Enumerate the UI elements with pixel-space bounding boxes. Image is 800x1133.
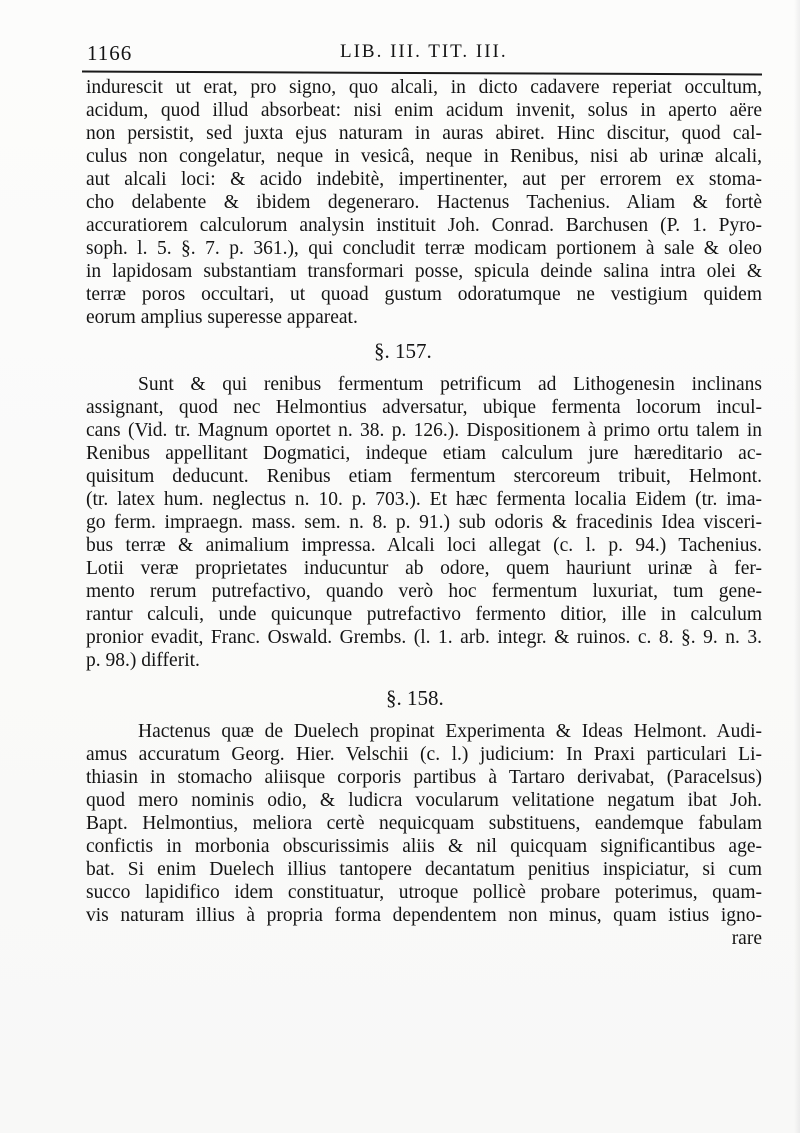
text-line: p. 98.) differit. <box>86 650 200 671</box>
section-heading-158: §. 158. <box>386 686 444 710</box>
page-number: 1166 <box>87 41 133 65</box>
text-line: accuratiorem calculorum analysin instituit Joh. Conrad. Barchusen (P. 1. Pyro- <box>86 215 762 236</box>
text-line: go ferm. impraegn. mass. sem. n. 8. p. 91.) sub odoris & fracedinis Idea visceri- <box>86 512 762 533</box>
text-line: terræ poros occultari, ut quoad gustum odoratumque ne vestigium quidem <box>86 284 762 305</box>
text-line: vis naturam illius à propria forma dependentem non minus, quam istius igno- <box>86 905 762 926</box>
text-line: cans (Vid. tr. Magnum oportet n. 38. p. 126.). Dispositionem à primo ortu talem in <box>86 420 762 441</box>
page-body <box>86 76 762 950</box>
text-line: succo lapidifico idem constituatur, utroque pollicè probare poterimus, quam- <box>86 882 762 903</box>
text-line: Hactenus quæ de Duelech propinat Experimenta & Ideas Helmont. Audi- <box>138 721 762 742</box>
paragraph-158 <box>86 720 762 927</box>
text-line: Renibus appellitant Dogmatici, indeque etiam calculum jure hæreditario ac- <box>86 443 762 464</box>
text-line: in lapidosam substantiam transformari posse, spicula deinde salina intra olei & <box>86 261 762 282</box>
text-line: quod mero nominis odio, & ludicra vocularum velitatione negatum ibat Joh. <box>86 790 762 811</box>
page-edge-shadow <box>794 0 800 1133</box>
paragraph-157 <box>86 373 762 672</box>
catchword: rare <box>731 928 762 949</box>
page-header <box>82 33 782 73</box>
text-line: eorum amplius superesse appareat. <box>86 307 358 328</box>
text-line: (tr. latex hum. neglectus n. 10. p. 703.). Et hæc fermenta localia Eidem (tr. ima- <box>86 489 762 510</box>
text-line: thiasin in stomacho aliisque corporis partibus à Tartaro derivabat, (Paracelsus) <box>86 767 762 788</box>
text-line: pronior evadit, Franc. Oswald. Grembs. (l. 1. arb. integr. & ruinos. c. 8. §. 9. n. 3. <box>86 627 762 648</box>
text-line: soph. l. 5. §. 7. p. 361.), qui concludit terræ modicam portionem à sale & oleo <box>86 238 762 259</box>
text-line: indurescit ut erat, pro signo, quo alcali, in dicto cadavere reperiat occultum, <box>86 77 762 98</box>
text-line: Sunt & qui renibus fermentum petrificum ad Lithogenesin inclinans <box>138 374 762 395</box>
text-line: culus non congelatur, neque in vesicâ, neque in Renibus, nisi ab urinæ alcali, <box>86 146 762 167</box>
text-line: amus accuratum Georg. Hier. Velschii (c. l.) judicium: In Praxi particulari Li- <box>86 744 762 765</box>
text-line: assignant, quod nec Helmontius adversatur, ubique fermenta locorum incul- <box>86 397 762 418</box>
paragraph-continued <box>86 76 762 329</box>
text-line: acidum, quod illud absorbeat: nisi enim acidum invenit, solus in aperto aëre <box>86 100 762 121</box>
text-line: Bapt. Helmontius, meliora certè nequicquam substituens, eandemque fabulam <box>86 813 762 834</box>
text-line: Lotii veræ proprietates inducuntur ab odore, quem hauriunt urinæ à fer- <box>86 558 762 579</box>
text-line: quisitum deducunt. Renibus etiam fermentum stercoreum tribuit, Helmont. <box>86 466 762 487</box>
text-line: aut alcali loci: & acido indebitè, impertinenter, aut per errorem ex stoma- <box>86 169 762 190</box>
text-line: rantur calculi, unde quicunque putrefactivo fermento ditior, ille in calculum <box>86 604 762 625</box>
section-heading-157: §. 157. <box>374 339 432 363</box>
text-line: confictis in morbonia obscurissimis aliis & nil quicquam significantibus age- <box>86 836 762 857</box>
text-line: bat. Si enim Duelech illius tantopere decantatum penitius inspiciatur, si cum <box>86 859 762 880</box>
running-head: LIB. III. TIT. III. <box>340 41 508 62</box>
text-line: cho delabente & ibidem degeneraro. Hactenus Tachenius. Aliam & fortè <box>86 192 762 213</box>
text-line: bus terræ & animalium impressa. Alcali loci allegat (c. l. p. 94.) Tachenius. <box>86 535 762 556</box>
text-line: mento rerum putrefactivo, quando verò hoc fermentum luxuriat, tum gene- <box>86 581 762 602</box>
text-line: non persistit, sed juxta ejus naturam in auras abiret. Hinc discitur, quod cal- <box>86 123 762 144</box>
